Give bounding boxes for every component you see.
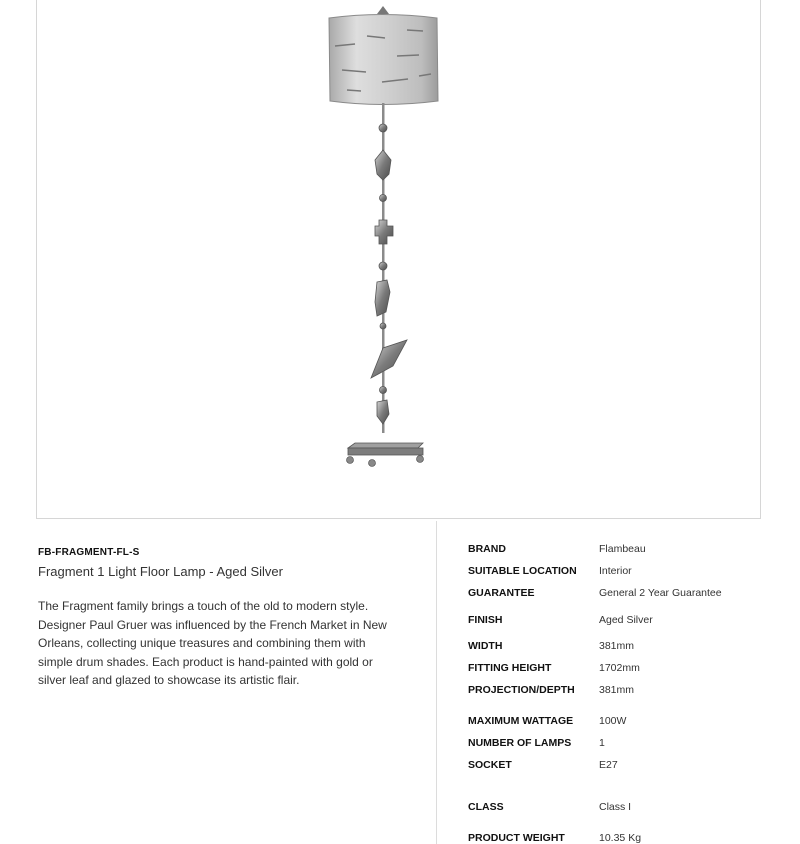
spec-label-suitable-location: SUITABLE LOCATION (468, 565, 577, 577)
spec-value-maximum-wattage: 100W (599, 715, 627, 727)
lamp-base (347, 443, 424, 467)
spec-label-class: CLASS (468, 801, 504, 813)
spec-label-product-weight: PRODUCT WEIGHT (468, 832, 565, 844)
lamp-ornaments (371, 124, 407, 424)
spec-label-fitting-height: FITTING HEIGHT (468, 662, 552, 674)
spec-value-guarantee: General 2 Year Guarantee (599, 587, 722, 599)
product-image-frame (36, 0, 761, 519)
product-title: Fragment 1 Light Floor Lamp - Aged Silver (38, 564, 283, 579)
spec-label-brand: BRAND (468, 543, 506, 555)
spec-value-projection-depth: 381mm (599, 684, 635, 696)
spec-value-finish: Aged Silver (599, 614, 653, 626)
spec-value-product-weight: 10.35 Kg (599, 832, 642, 844)
spec-label-socket: SOCKET (468, 759, 512, 771)
spec-value-brand: Flambeau (599, 543, 646, 555)
lamp-shade (329, 6, 438, 105)
spec-label-maximum-wattage: MAXIMUM WATTAGE (468, 715, 574, 727)
spec-label-guarantee: GUARANTEE (468, 587, 535, 599)
column-divider (436, 521, 437, 844)
spec-value-fitting-height: 1702mm (599, 662, 640, 674)
product-description: The Fragment family brings a touch of the old to modern style. Designer Paul Gruer was influenced by the French Market in New Orleans, collecting unique treasures and combining them with simple drum shades. Each product is hand-painted with gold or silver leaf and glazed to showcase its artistic flair. (38, 599, 387, 688)
spec-value-width: 381mm (599, 640, 635, 652)
product-image (37, 0, 762, 519)
spec-label-number-of-lamps: NUMBER OF LAMPS (468, 737, 572, 749)
spec-value-suitable-location: Interior (599, 565, 632, 577)
spec-value-number-of-lamps: 1 (599, 737, 605, 749)
spec-value-socket: E27 (599, 759, 618, 771)
spec-value-class: Class I (599, 801, 632, 813)
spec-label-finish: FINISH (468, 614, 503, 626)
spec-label-width: WIDTH (468, 640, 503, 652)
spec-label-projection-depth: PROJECTION/DEPTH (468, 684, 575, 696)
product-sku: FB-FRAGMENT-FL-S (38, 547, 140, 558)
